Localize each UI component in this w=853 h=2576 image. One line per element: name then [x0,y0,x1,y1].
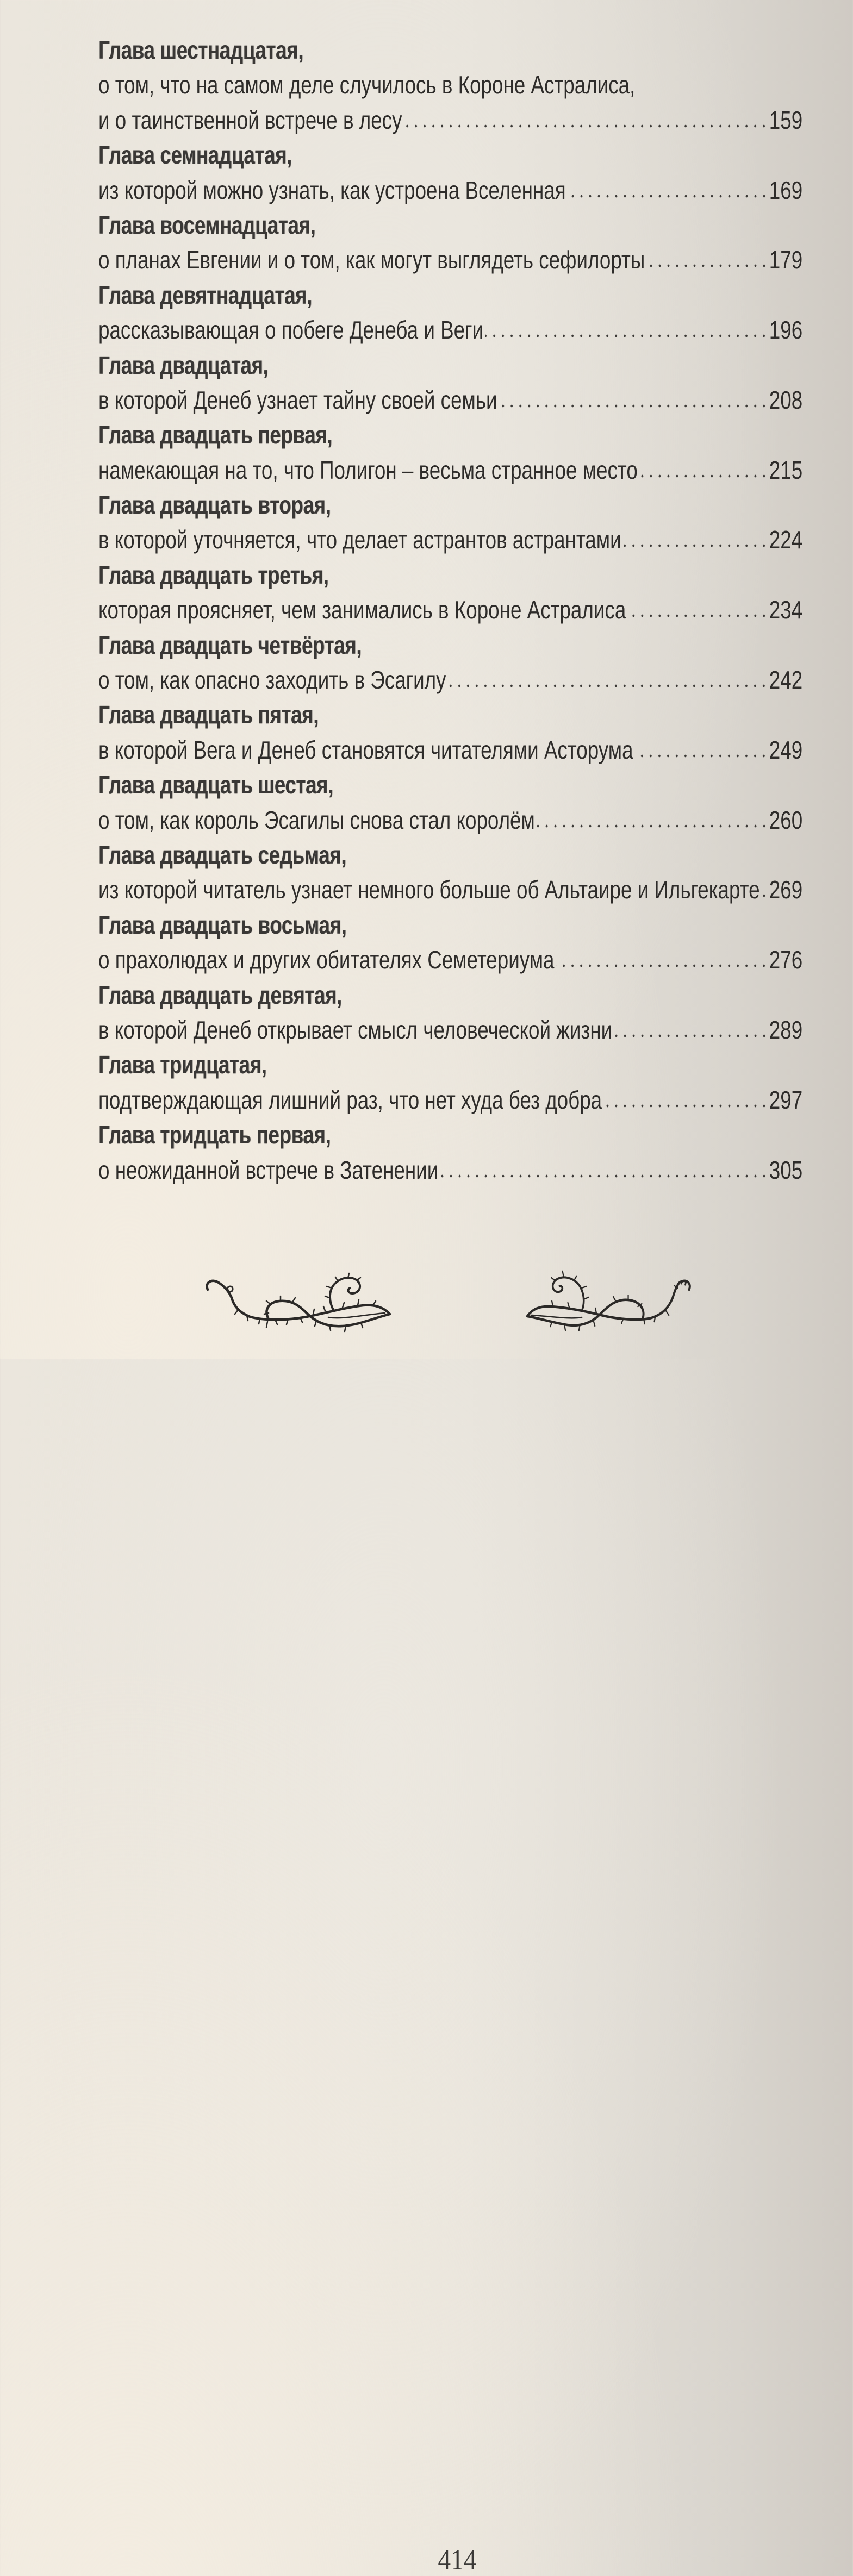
chapter-heading-text: Глава двадцать седьмая, [98,840,347,869]
chapter-subtitle-text: о том, как король Эсагилы снова стал королём [98,805,535,834]
toc-entry-line[interactable] [98,1083,802,1117]
page-number: 297 [769,1085,803,1114]
dot-leader [623,543,768,548]
toc-entry-line[interactable] [98,803,802,837]
chapter-heading [98,487,802,522]
chapter-subtitle-text: о том, что на самом деле случилось в Короне Астралиса, [98,71,636,99]
chapter-heading-text: Глава девятнадцатая, [98,280,312,309]
chapter-heading-text: Глава шестнадцатая, [98,36,304,64]
page-footer [0,1261,853,2576]
thorny-vine-ornament-left-icon [200,1266,396,1337]
toc-entry-line[interactable] [98,103,802,137]
chapter-heading [98,208,802,242]
toc-entry-line[interactable] [98,242,802,277]
chapter-subtitle-line [98,67,802,102]
chapter-subtitle-text: о прахолюдах и других обитателях Семетериума [98,946,555,974]
toc-entry-line[interactable] [98,733,802,767]
dot-leader [485,334,768,338]
dot-leader [556,964,768,968]
dot-leader [628,614,769,618]
chapter-subtitle-text: в которой Денеб открывает смысл человеческой жизни [98,1015,613,1044]
chapter-heading [98,908,802,942]
chapter-heading-text: Глава тридцать первая, [98,1121,331,1149]
chapter-heading-text: Глава двадцать вторая, [98,491,331,520]
chapter-heading [98,697,802,732]
chapter-heading [98,558,802,592]
toc-entry-line[interactable] [98,1012,802,1047]
chapter-heading-text: Глава двадцать девятая, [98,980,342,1009]
chapter-heading [98,278,802,312]
toc-entry-line[interactable] [98,383,802,417]
toc-entry-line[interactable] [98,872,802,907]
dot-leader [404,124,769,128]
page-number: 224 [769,526,803,554]
dot-leader [499,404,768,408]
chapter-heading [98,1047,802,1082]
dot-leader [440,1174,769,1178]
page-number: 260 [769,805,803,834]
page-number: 179 [769,246,803,274]
page-number-folio: 414 [438,2543,477,2576]
chapter-subtitle-text: из которой читатель узнает немного больше об Альтаире и Ильгекарте [98,876,760,904]
chapter-subtitle-text: намекающая на то, что Полигон – весьма странное место [98,455,638,484]
dot-leader [635,754,768,758]
chapter-heading [98,837,802,872]
page-number: 249 [769,735,803,764]
chapter-heading-text: Глава двадцать третья, [98,560,329,589]
toc-entry-line[interactable] [98,522,802,557]
chapter-subtitle-text: о том, как опасно заходить в Эсагилу [98,666,446,695]
chapter-heading-text: Глава восемнадцатая, [98,210,316,239]
chapter-heading-text: Глава семнадцатая, [98,141,292,170]
chapter-subtitle-text: которая проясняет, чем занимались в Короне Астралиса [98,596,626,624]
chapter-subtitle-text: и о таинственной встрече в лесу [98,105,402,134]
chapter-subtitle-text: в которой уточняется, что делает астрантов астрантами [98,526,621,554]
chapter-heading [98,978,802,1012]
toc-entry-line[interactable] [98,942,802,977]
toc-entry-line[interactable] [98,1153,802,1187]
thorny-vine-ornament-right-icon [522,1266,696,1337]
page-number: 196 [769,316,803,345]
chapter-subtitle-text: из которой можно узнать, как устроена Вселенная [98,176,566,204]
chapter-heading-text: Глава двадцать восьмая, [98,910,347,939]
page-number: 269 [769,876,803,904]
page-number: 289 [769,1015,803,1044]
chapter-heading [98,628,802,662]
chapter-heading-text: Глава тридцатая, [98,1051,267,1079]
chapter-subtitle-text: в которой Вега и Денеб становятся читателями Асторума [98,735,633,764]
chapter-heading [98,33,802,67]
toc-entry-line[interactable] [98,662,802,697]
chapter-subtitle-text: о неожиданной встрече в Затенении [98,1155,439,1184]
chapter-heading [98,1117,802,1152]
page-number: 215 [769,455,803,484]
page-number: 305 [769,1155,803,1184]
page-number: 276 [769,946,803,974]
chapter-heading-text: Глава двадцать шестая, [98,771,333,799]
dot-leader [448,684,768,688]
page-number: 208 [769,385,803,414]
chapter-heading [98,348,802,383]
page-number: 242 [769,666,803,695]
chapter-heading [98,137,802,172]
chapter-subtitle-text: в которой Денеб узнает тайну своей семьи [98,385,497,414]
chapter-subtitle-text: подтверждающая лишний раз, что нет худа без добра [98,1085,602,1114]
dot-leader [614,1034,768,1038]
chapter-subtitle-text: о планах Евгении и о том, как могут выглядеть сефилорты [98,246,645,274]
chapter-heading-text: Глава двадцать пятая, [98,701,319,729]
toc-entry-line[interactable] [98,453,802,487]
page-number: 234 [769,596,803,624]
dot-leader [537,824,768,828]
toc-entry-line[interactable] [98,312,802,347]
table-of-contents [98,33,802,1187]
dot-leader [762,893,768,898]
dot-leader [603,1104,768,1108]
dot-leader [568,194,768,198]
dot-leader [639,474,768,478]
chapter-heading [98,767,802,802]
dot-leader [647,264,769,268]
toc-entry-line[interactable] [98,592,802,627]
chapter-heading-text: Глава двадцать четвёртая, [98,630,362,659]
chapter-heading-text: Глава двадцать первая, [98,421,333,449]
toc-entry-line[interactable] [98,173,802,208]
chapter-heading [98,417,802,452]
chapter-subtitle-text: рассказывающая о побеге Денеба и Веги [98,316,484,345]
page-number: 159 [769,105,803,134]
chapter-heading-text: Глава двадцатая, [98,351,269,379]
page-number: 169 [769,176,803,204]
